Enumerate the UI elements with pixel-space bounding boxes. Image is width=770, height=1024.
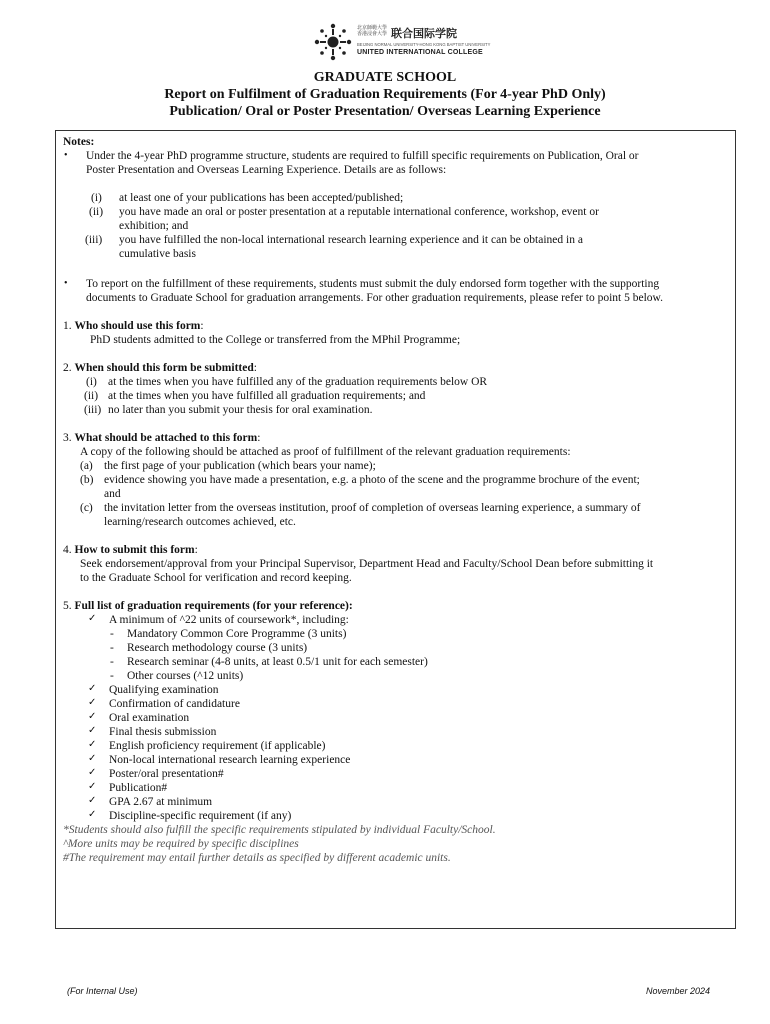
sub-item-text: exhibition; and: [119, 220, 189, 232]
section4-heading: 4. How to submit this form:: [63, 544, 198, 556]
sub-item-text: cumulative basis: [119, 248, 196, 260]
requirement-item: Qualifying examination: [109, 684, 219, 696]
list-item: at the times when you have fulfilled any of the graduation requirements below OR: [108, 376, 488, 388]
dash-icon: -: [110, 628, 114, 640]
requirement-item: Poster/oral presentation#: [109, 768, 224, 780]
section4-line1: Seek endorsement/approval from your Principal Supervisor, Department Head and Faculty/School Dean before submitting it: [80, 558, 654, 570]
check-icon: ✓: [88, 753, 97, 764]
check-icon: ✓: [88, 781, 97, 792]
section5-heading: 5. Full list of graduation requirements (for your reference):: [63, 600, 353, 612]
logo-en-line2: UNITED INTERNATIONAL COLLEGE: [357, 49, 483, 56]
list-item-num: (i): [86, 376, 97, 388]
sub-item-text: at least one of your publications has been accepted/published;: [119, 192, 404, 204]
requirement-sub-item: Mandatory Common Core Programme (3 units): [127, 628, 347, 640]
page-title: [0, 69, 770, 120]
requirement-sub-item: Other courses (^12 units): [127, 670, 244, 682]
list-item-num: (ii): [84, 390, 99, 402]
requirement-item: Oral examination: [109, 712, 190, 724]
check-icon: ✓: [88, 711, 97, 722]
footer-date: November 2024: [646, 986, 711, 996]
sub-item-num: (ii): [89, 206, 104, 218]
logo-en-line1: BEIJING NORMAL UNIVERSITY-HONG KONG BAPTIST UNIVERSITY: [357, 42, 491, 47]
list-item-num: (a): [80, 460, 93, 472]
requirement-item: Discipline-specific requirement (if any): [109, 810, 292, 822]
dash-icon: -: [110, 642, 114, 654]
section3-intro: A copy of the following should be attached as proof of fulfillment of the relevant graduation requirements:: [80, 446, 571, 458]
sub-item-text: you have made an oral or poster presentation at a reputable international conference, workshop, event or: [119, 206, 599, 218]
list-item-num: (b): [80, 474, 94, 486]
sub-item-num: (i): [91, 192, 102, 204]
bullet-icon: •: [64, 150, 68, 161]
check-icon: ✓: [88, 613, 97, 624]
requirement-item: Final thesis submission: [109, 726, 217, 738]
section1-heading: 1. Who should use this form:: [63, 320, 204, 332]
check-icon: ✓: [88, 683, 97, 694]
notes-heading: Notes:: [63, 136, 95, 148]
requirement-item: Confirmation of candidature: [109, 698, 240, 710]
requirement-item: English proficiency requirement (if applicable): [109, 740, 326, 752]
list-item: the invitation letter from the overseas institution, proof of completion of overseas learning experience, a summary of: [104, 502, 641, 514]
logo-cn-small: 北京師範大學 香港浸會大學: [357, 25, 388, 37]
notes-bullet2-line2: documents to Graduate School for graduation arrangements. For other graduation requirements, please refer to point 5 below.: [86, 292, 663, 304]
list-item-num: (iii): [84, 404, 102, 416]
section1-body: PhD students admitted to the College or transferred from the MPhil Programme;: [90, 334, 461, 346]
list-item: learning/research outcomes achieved, etc.: [104, 516, 296, 528]
footnote: *Students should also fulfill the specific requirements stipulated by individual Faculty/School.: [63, 824, 496, 836]
title-line-3: Publication/ Oral or Poster Presentation/ Overseas Learning Experience: [169, 104, 601, 119]
footer-internal-use: (For Internal Use): [67, 986, 138, 996]
requirement-item: Publication#: [109, 782, 168, 794]
list-item: no later than you submit your thesis for oral examination.: [108, 404, 373, 416]
list-item: and: [104, 488, 121, 500]
check-icon: ✓: [88, 795, 97, 806]
notes-bullet1-line1: Under the 4-year PhD programme structure, students are required to fulfill specific requirements on Publication, Oral or: [86, 150, 639, 162]
bullet-icon: •: [64, 278, 68, 289]
uic-logo-mark-icon: [311, 22, 355, 62]
dash-icon: -: [110, 656, 114, 668]
sub-item-num: (iii): [85, 234, 103, 246]
requirement-item: Non-local international research learning experience: [109, 754, 351, 766]
section3-heading: 3. What should be attached to this form:: [63, 432, 261, 444]
check-icon: ✓: [88, 697, 97, 708]
section2-heading: 2. When should this form be submitted:: [63, 362, 257, 374]
list-item: at the times when you have fulfilled all graduation requirements; and: [108, 390, 426, 402]
list-item: the first page of your publication (which bears your name);: [104, 460, 376, 472]
list-item-num: (c): [80, 502, 93, 514]
requirement-item: A minimum of ^22 units of coursework*, including:: [109, 614, 349, 626]
uic-logo: [311, 22, 491, 62]
title-line-2: Report on Fulfilment of Graduation Requirements (For 4-year PhD Only): [164, 87, 606, 102]
footnote: ^More units may be required by specific disciplines: [63, 838, 299, 850]
dash-icon: -: [110, 670, 114, 682]
list-item: evidence showing you have made a presentation, e.g. a photo of the scene and the programme brochure of the event;: [104, 474, 640, 486]
sub-item-text: you have fulfilled the non-local international research learning experience and it can be obtained in a: [119, 234, 583, 246]
requirement-item: GPA 2.67 at minimum: [109, 796, 213, 808]
logo-cn-main: 联合国际学院: [391, 27, 457, 40]
title-line-1: GRADUATE SCHOOL: [313, 70, 457, 85]
requirement-sub-item: Research seminar (4-8 units, at least 0.5/1 unit for each semester): [127, 656, 428, 668]
check-icon: ✓: [88, 725, 97, 736]
footnote: #The requirement may entail further details as specified by different academic units.: [63, 852, 451, 864]
notes-bullet2-line1: To report on the fulfillment of these requirements, students must submit the duly endorsed form together with the supporting: [86, 278, 660, 290]
notes-bullet1-line2: Poster Presentation and Overseas Learning Experience. Details are as follows:: [86, 164, 447, 176]
check-icon: ✓: [88, 767, 97, 778]
requirement-sub-item: Research methodology course (3 units): [127, 642, 308, 654]
check-icon: ✓: [88, 809, 97, 820]
section4-line2: to the Graduate School for verification and record keeping.: [80, 572, 352, 584]
check-icon: ✓: [88, 739, 97, 750]
